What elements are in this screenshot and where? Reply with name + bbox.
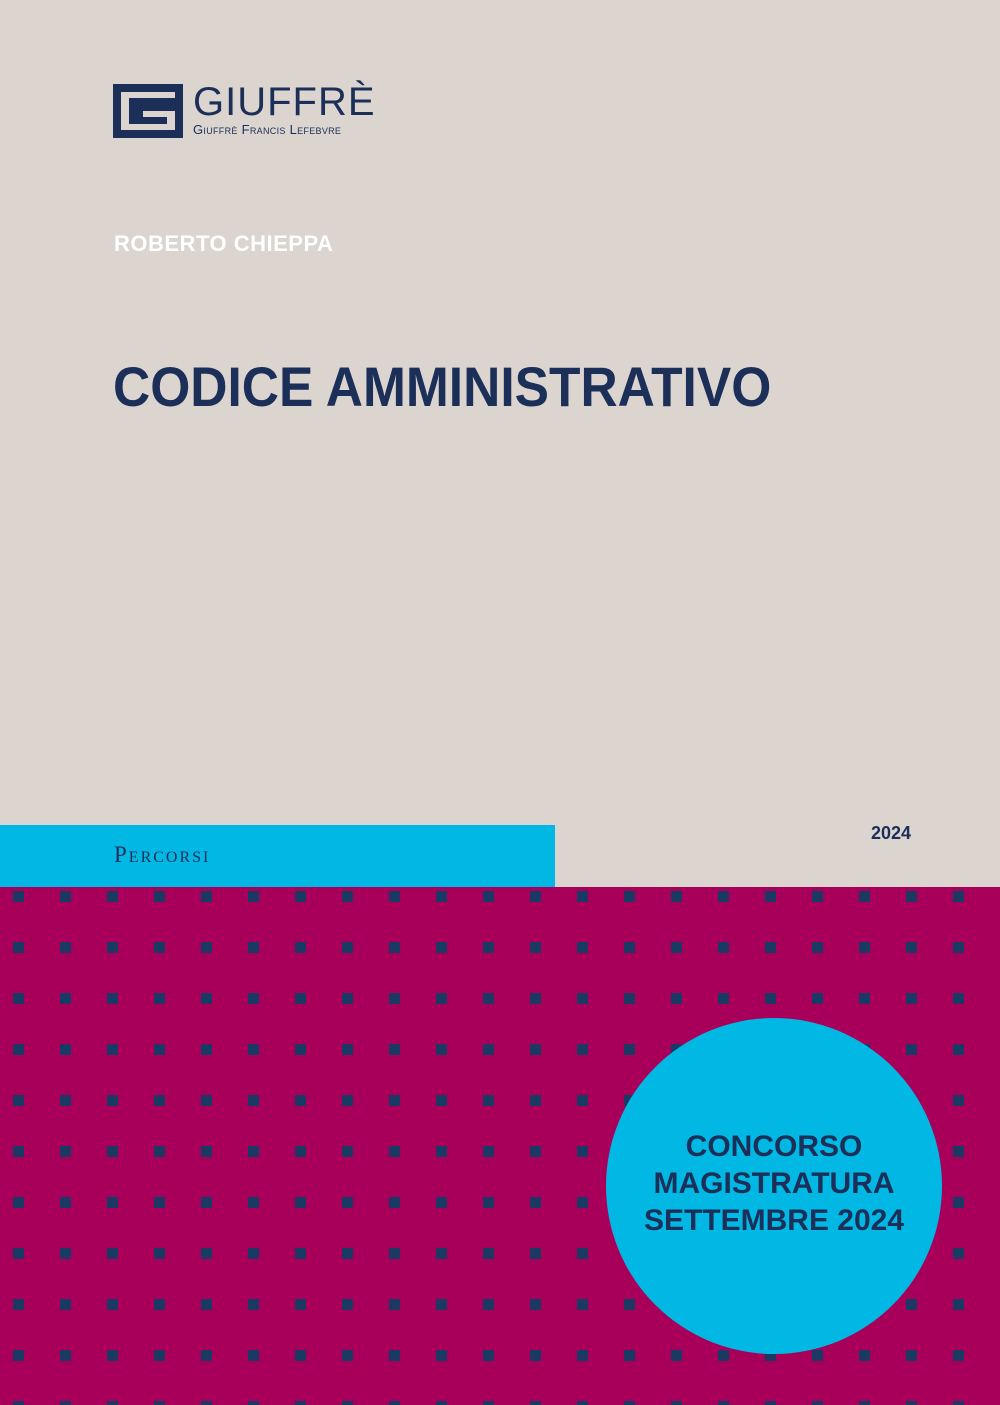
publisher-name: GIUFFRÈ [193, 80, 376, 124]
giuffre-logo-icon [113, 84, 183, 138]
publisher-logo [113, 80, 376, 140]
publisher-subname: Giuffrè Francis Lefebvre [193, 122, 342, 137]
edition-year: 2024 [871, 823, 912, 843]
badge-line: MAGISTRATURA [653, 1167, 895, 1200]
book-title: CODICE AMMINISTRATIVO [113, 355, 772, 418]
badge-line: SETTEMBRE 2024 [643, 1204, 905, 1237]
series-band [0, 825, 555, 887]
badge-text [606, 1128, 942, 1239]
badge-line: CONCORSO [685, 1130, 863, 1163]
exam-badge [606, 1018, 942, 1354]
author-name: ROBERTO CHIEPPA [114, 231, 334, 256]
series-label: Percorsi [114, 842, 211, 867]
